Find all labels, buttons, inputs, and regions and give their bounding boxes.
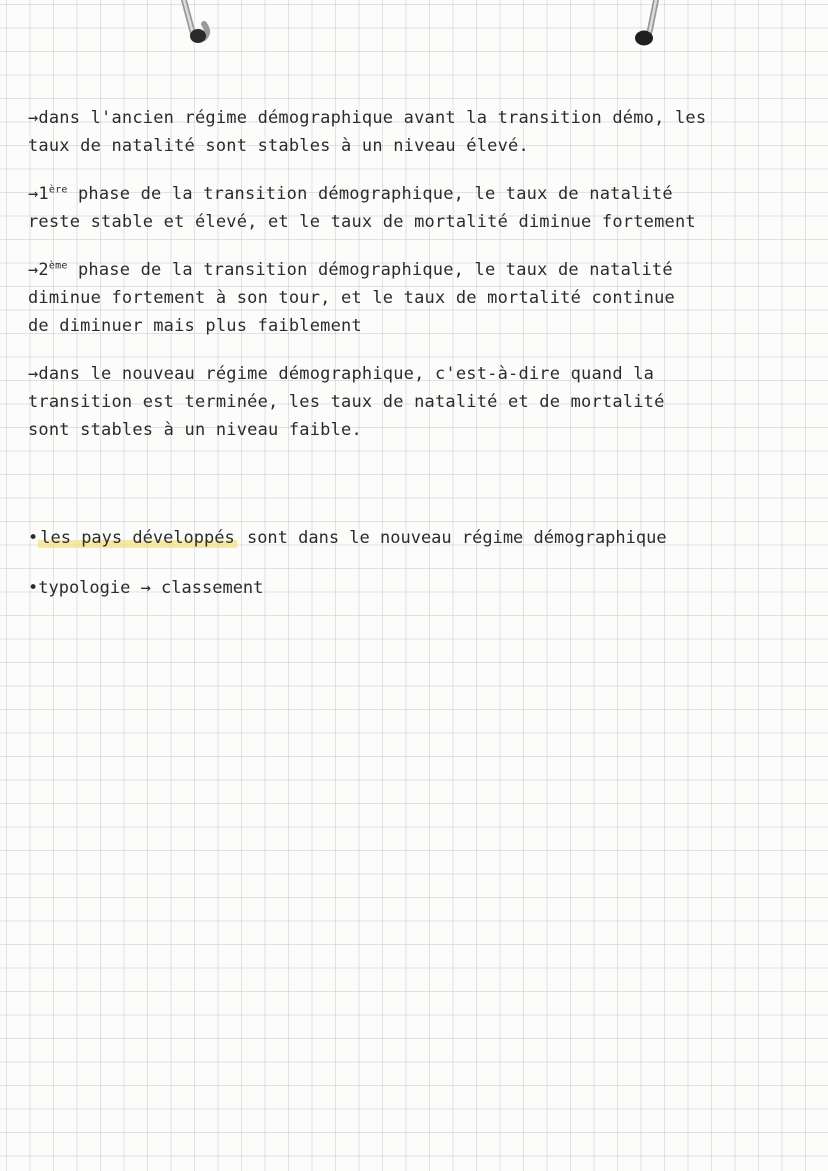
note-phase-2: [28, 256, 798, 340]
note-text: phase de la transition démographique, le taux de natalité: [67, 260, 673, 280]
note-line: [28, 256, 798, 284]
binder-ring-left-icon: [178, 0, 212, 50]
highlighted-text: les pays développés: [40, 528, 235, 548]
note-line: sont stables à un niveau faible.: [28, 420, 362, 440]
bullet-icon: •: [28, 528, 39, 548]
phase-number: →1: [28, 184, 49, 204]
note-line: reste stable et élevé, et le taux de mortalité diminue fortement: [28, 212, 696, 232]
note-pays-developpes: [28, 524, 798, 552]
phase-number: →2: [28, 260, 49, 280]
note-line: transition est terminée, les taux de natalité et de mortalité: [28, 392, 665, 412]
spacer: [28, 464, 798, 524]
note-text: sont dans le nouveau régime démographique: [236, 528, 667, 548]
note-text: phase de la transition démographique, le taux de natalité: [67, 184, 673, 204]
note-phase-1: [28, 180, 798, 236]
handwritten-notes: [28, 104, 798, 624]
note-typologie: •typologie → classement: [28, 578, 264, 598]
note-line: →dans l'ancien régime démographique avant la transition démo, les: [28, 108, 707, 128]
ordinal-suffix: ème: [48, 260, 68, 272]
ordinal-suffix: ère: [48, 184, 68, 196]
note-line: diminue fortement à son tour, et le taux de mortalité continue: [28, 288, 675, 308]
note-line: taux de natalité sont stables à un niveau élevé.: [28, 136, 529, 156]
note-ancien-regime: [28, 104, 798, 160]
note-nouveau-regime: [28, 360, 798, 444]
binder-ring-right-icon: [628, 0, 662, 50]
note-line: de diminuer mais plus faiblement: [28, 316, 362, 336]
note-line: →dans le nouveau régime démographique, c'est-à-dire quand la: [28, 364, 655, 384]
note-line: [28, 180, 798, 208]
